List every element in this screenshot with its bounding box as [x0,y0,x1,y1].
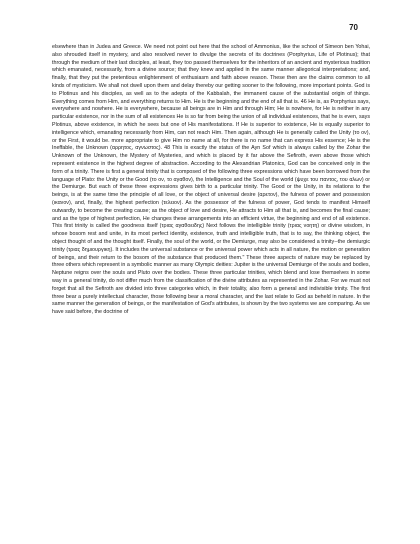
body-paragraph: elsewhere than in Judea and Greece. We need not point out here that the school of Ammonius, like the school of Simeon ben Yohai, also shrouded itself in mystery, and also resolved never to divulge the secrets of its doctrines (Porphyrius, Life of Plotinus); that through the medium of their last disciples, at least, they too passed themselves for the inheritors of an ancient and mysterious tradition which emanated, necessarily, from a divine source; that they knew and applied in the same manner allegorical interpretations; and, finally, that they put the pretentious enlightenment of enthusiasm and faith above reason. These then are the claims common to all kinds of mysticism. We shall not dwell upon them and delay thereby our getting sooner to the following, more important points. God is to Plotinus and his disciples, as well as to the adepts of the Kabbalah, the immanent cause of the substantial origin of things. Everything comes from Him, and everything returns to Him. He is the beginning and the end of all that is. 46 He is, as Porphyrius says, everywhere and nowhere. He is everywhere, because all beings are in Him and through Him; He is nowhere, for He is neither in any particular existence, nor in the sum of all existences He is so far from being the union of all individual existences, that he is even, says Plotinus, above existence, in which he sees but one of His manifestations. If He is superior to existence, He is equally superior to intelligence which, emanating necessarily from Him, can not reach Him. Then again, although He is generally called the Unity (το ον), or the First, it would be. more appropriate to give Him no name at all, for there is no name that can express His essence; He is the Ineffable, the Unknown (αρρητος, αγνωστος). 48 This is exactly the status of the Ayn Sof which is always called by the Zohar the Unknown of the Unknown, the Mystery of Mysteries, and which is placed by it far above the Sefiroth, even above those which represent existence in the highest degree of abstraction. According to the Alexandrian Platonics, God can be conceived only in the form of a trinity. There is first a general trinity that is composed of the following three expressions which have been borrowed from the language of Plato: the Unity or the Good (το ον, το αγαθον), the Intelligence and the Soul of the world (ψυχε του παντος, του αλων) or the Demiurge. But each of these three expressions gives birth to a particular trinity. The Good or the Unity, in its relations to the beings, is at the same time the principle of all love, or the object of universal desire (αρετον), the fulness of power and possession (ικανον), and, finally, the highest perfection (τελειον). As the possessor of the fulness of power, God tends to manifest Himself outwardly, to become the creating cause; as the object of love and desire, He attracts to Him all that is, and becomes the final cause; and as the type of highest perfection, He changes these arrangements into an efficient virtue, the beginning and end of all existence. This first trinity is called the goodness itself (τριας αγαθοειδης) Next follows the intelligible trinity (τριας νοητη) or divine wisdom, in whose bosom rest and unite, in its most perfect identity, existence, truth and intelligible truth, that is to say, the thinking object, the object thought of and the thought itself. Finally, the soul of the world, or the Demiurge, may also be considered a trinity--the demiurgic trinity (τριας δημιουργικη). It includes the universal substance or the universal power which acts in all nature, the motion or generation of beings, and their return to the bosom of the substance that produced them." These three aspects of nature may be replaced by three others which represent in a symbolic manner as many Olympic deities: Jupiter is the universal Demiurge of the souls and bodies, Neptune reigns over the souls and Pluto over the bodies. These three particular trinities, which blend and lose themselves in some way in a general trinity, do not differ much from the classification of the divine attributes as represented in the Zohar. For we must not forget that all the Sefiroth are divided into three categories which, in their totality, also form a general and indivisible trinity. The first three bear a purely intellectual character, those following bear a moral character, and the last relate to God as beheld in nature. In the same manner the generation of beings, or the manifestation of God's attributes, is shown by the two systems we are comparing. As we have said before, the doctrine of [52,44,370,316]
page-number: 70 [349,23,358,32]
body-text [52,44,370,317]
